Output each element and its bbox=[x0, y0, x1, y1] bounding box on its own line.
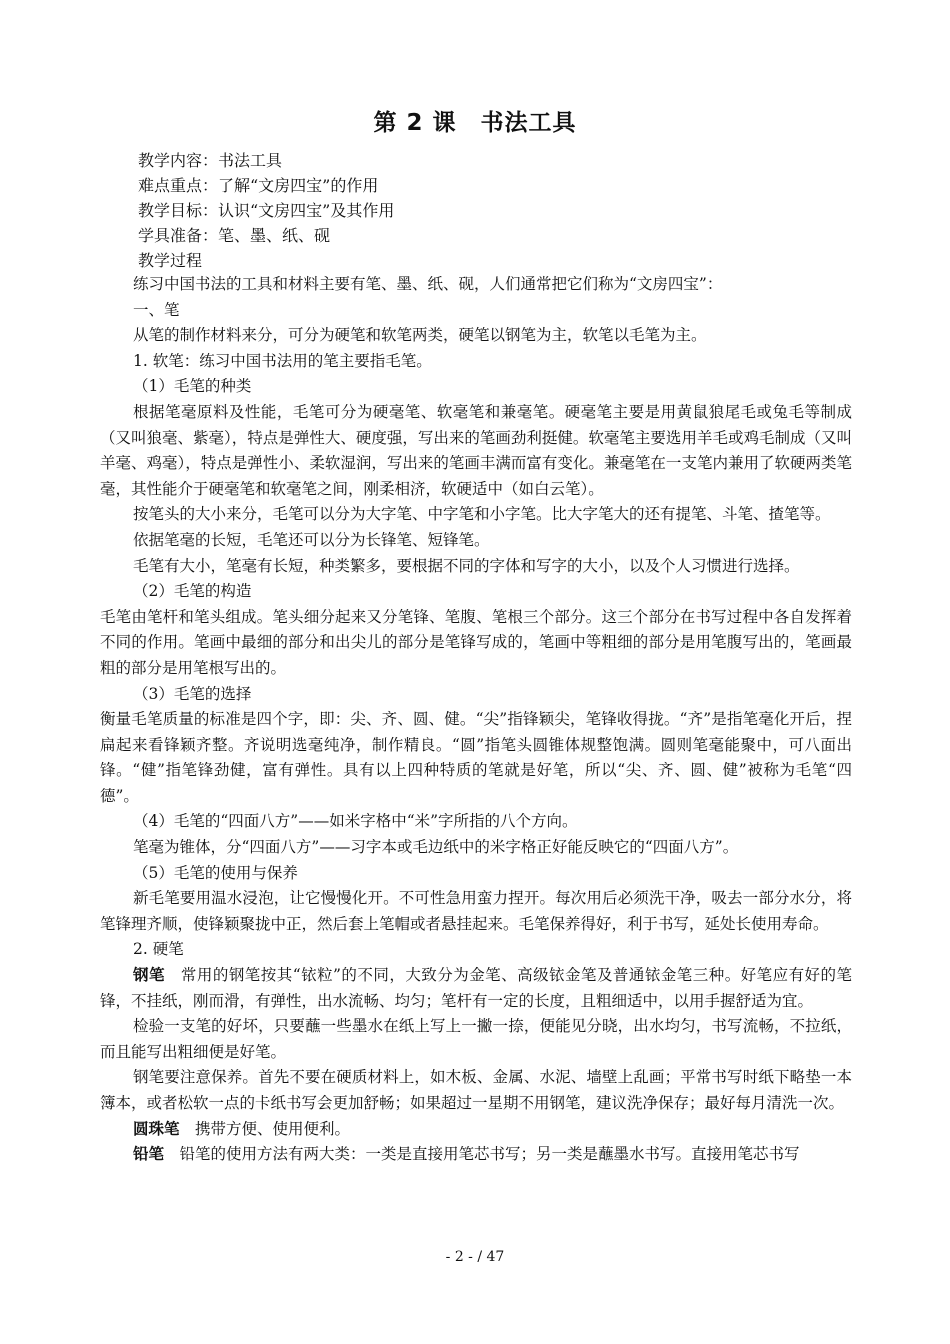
paragraph: 从笔的制作材料来分，可分为硬笔和软笔两类，硬笔以钢笔为主，软笔以毛笔为主。 bbox=[133, 326, 707, 345]
meta-materials: 学具准备：笔、墨、纸、砚 bbox=[138, 226, 331, 245]
term-text: 携带方便、使用便利。 bbox=[179, 1119, 351, 1138]
subsection-heading: 2. 硬笔 bbox=[133, 940, 184, 959]
paragraph: 根据笔毫原料及性能，毛笔可分为硬毫笔、软毫笔和兼毫笔。硬毫笔主要是用黄鼠狼尾毛或兔毛等制成（又叫狼毫、紫毫），特点是弹性大、硬度强，写出来的笔画劲利挺健。软毫笔主要选用羊毛或鸡毛制成（又叫羊毫、鸡毫），特点是弹性小、柔软湿润，写出来的笔画丰满而富有变化。兼毫笔在一支笔内兼用了软硬两类笔毫，其性能介于硬毫笔和软毫笔之间，刚柔相济，软硬适中（如白云笔）。 bbox=[100, 402, 852, 498]
paragraph: 新毛笔要用温水浸泡，让它慢慢化开。不可性急用蛮力捏开。每次用后必须洗干净，吸去一部分水分，将笔锋理齐顺，使锋颖聚拢中正，然后套上笔帽或者悬挂起来。毛笔保养得好，利于书写，延处长使用寿命。 bbox=[100, 889, 852, 933]
paragraph: 笔毫为锥体，分“四面八方”——习字本或毛边纸中的米字格正好能反映它的“四面八方”。 bbox=[133, 838, 739, 857]
subsection-heading: （4）毛笔的“四面八方”——如米字格中“米”字所指的八个方向。 bbox=[133, 812, 578, 831]
section-heading: 一、笔 bbox=[133, 300, 180, 319]
paragraph: 毛笔有大小，笔毫有长短，种类繁多，要根据不同的字体和写字的大小，以及个人习惯进行选择。 bbox=[133, 556, 800, 575]
paragraph: 练习中国书法的工具和材料主要有笔、墨、纸、砚，人们通常把它们称为“文房四宝”： bbox=[133, 275, 723, 293]
subsection-heading: （1）毛笔的种类 bbox=[133, 377, 252, 396]
term-label: 铅笔 bbox=[133, 1145, 165, 1164]
meta-process: 教学过程 bbox=[138, 251, 203, 270]
lesson-title: 第 2 课 书法工具 bbox=[373, 110, 577, 136]
paragraph: 依据笔毫的长短，毛笔还可以分为长锋笔、短锋笔。 bbox=[133, 530, 490, 549]
meta-key-points: 难点重点：了解“文房四宝”的作用 bbox=[138, 176, 379, 195]
paragraph bbox=[100, 963, 852, 1014]
term-label: 圆珠笔 bbox=[133, 1119, 180, 1138]
page-number: - 2 - / 47 bbox=[445, 1249, 505, 1265]
subsection-heading: （5）毛笔的使用与保养 bbox=[133, 863, 298, 882]
body-text bbox=[100, 272, 852, 1168]
term-label: 钢笔 bbox=[133, 966, 165, 985]
subsection-heading: 1. 软笔：练习中国书法用的笔主要指毛笔。 bbox=[133, 351, 432, 370]
paragraph: 钢笔要注意保养。首先不要在硬质材料上，如木板、金属、水泥、墙壁上乱画；平常书写时纸下略垫一本簿本，或者松软一点的卡纸书写会更加舒畅；如果超过一星期不用钢笔，建议洗净保存；最好每月清洗一次。 bbox=[100, 1068, 852, 1112]
paragraph bbox=[100, 1142, 852, 1168]
paragraph: 按笔头的大小来分，毛笔可以分为大字笔、中字笔和小字笔。比大字笔大的还有提笔、斗笔、揸笔等。 bbox=[133, 505, 831, 524]
meta-objective: 教学目标：认识“文房四宝”及其作用 bbox=[138, 201, 395, 220]
term-text: 铅笔的使用方法有两大类：一类是直接用笔芯书写；另一类是蘸墨水书写。直接用笔芯书写 bbox=[164, 1145, 800, 1164]
paragraph: 检验一支笔的好坏，只要蘸一些墨水在纸上写上一撇一捺，便能见分晓，出水均匀，书写流畅，不拉纸，而且能写出粗细便是好笔。 bbox=[100, 1017, 852, 1061]
subsection-heading: （2）毛笔的构造 bbox=[133, 582, 252, 601]
paragraph: 衡量毛笔质量的标准是四个字，即：尖、齐、圆、健。“尖”指锋颖尖，笔锋收得拢。“齐”是指笔毫化开后，捏扁起来看锋颖齐整。齐说明选毫纯净，制作精良。“圆”指笔头圆锥体规整饱满。圆则笔毫能聚中，可八面出锋。“健”指笔锋劲健，富有弹性。具有以上四种特质的笔就是好笔，所以“尖、齐、圆、健”被称为毛笔“四德”。 bbox=[100, 710, 852, 805]
paragraph bbox=[100, 1117, 852, 1143]
paragraph: 毛笔由笔杆和笔头组成。笔头细分起来又分笔锋、笔腹、笔根三个部分。这三个部分在书写过程中各自发挥着不同的作用。笔画中最细的部分和出尖儿的部分是笔锋写成的，笔画中等粗细的部分是用笔腹写出的，笔画最粗的部分是用笔根写出的。 bbox=[100, 607, 852, 677]
meta-content: 教学内容：书法工具 bbox=[138, 151, 283, 170]
term-text: 常用的钢笔按其“铱粒”的不同，大致分为金笔、高级铱金笔及普通铱金笔三种。好笔应有好的笔锋，不挂纸，刚而滑，有弹性，出水流畅、均匀；笔杆有一定的长度，且粗细适中，以用手握舒适为宜。 bbox=[100, 966, 852, 1010]
subsection-heading: （3）毛笔的选择 bbox=[133, 684, 252, 703]
